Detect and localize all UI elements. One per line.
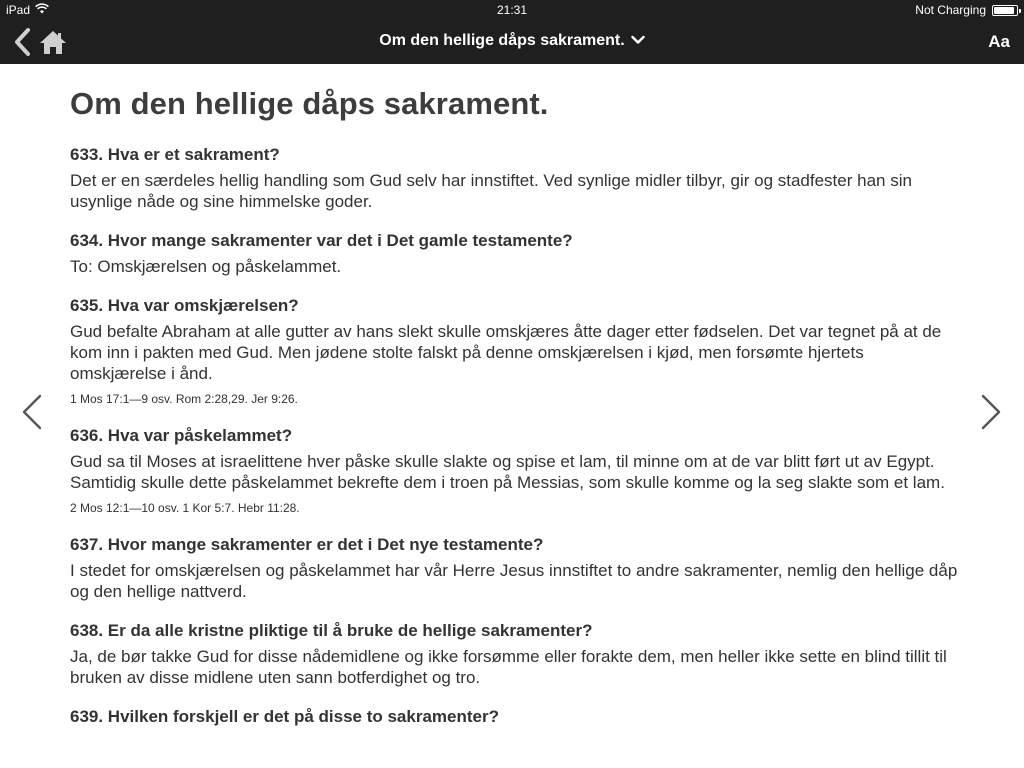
question: 634. Hvor mange sakramenter var det i Det gamle testamente? — [70, 231, 573, 250]
qa-item — [70, 144, 960, 212]
question: 637. Hvor mange sakramenter er det i Det nye testamente? — [70, 535, 544, 554]
nav-title-button[interactable] — [0, 32, 1024, 50]
status-left — [6, 3, 49, 17]
qa-item — [70, 230, 960, 277]
article-content — [70, 64, 960, 768]
wifi-icon — [35, 3, 49, 17]
battery-icon — [992, 5, 1018, 16]
question: 639. Hvilken forskjell er det på disse to sakramenter? — [70, 707, 499, 726]
qa-item — [70, 620, 960, 688]
question: 635. Hva var omskjærelsen? — [70, 296, 299, 315]
chevron-down-icon — [631, 32, 645, 50]
scripture-references: 1 Mos 17:1—9 osv. Rom 2:28,29. Jer 9:26. — [70, 392, 298, 406]
font-size-button[interactable]: Aa — [988, 32, 1010, 51]
answer: Ja, de bør takke Gud for disse nådemidlene og ikke forsømme eller forakte dem, men heller ikke sette en blind tillit til bruken av disse midlene uten sann botferdighet og tro. — [70, 647, 947, 687]
qa-item — [70, 425, 960, 516]
nav-title: Om den hellige dåps sakrament. — [379, 32, 625, 49]
status-right — [915, 3, 1018, 17]
status-time: 21:31 — [496, 3, 528, 17]
status-bar — [0, 0, 1024, 20]
answer: I stedet for omskjærelsen og påskelammet har vår Herre Jesus innstiftet to andre sakramenter, nemlig den hellige dåp og den hellige nattverd. — [70, 561, 958, 601]
scripture-references: 2 Mos 12:1—10 osv. 1 Kor 5:7. Hebr 11:28. — [70, 501, 300, 515]
answer: Gud befalte Abraham at alle gutter av hans slekt skulle omskjæres åtte dager etter fødselen. Det var tegnet på at de kom inn i pakten med Gud. Men jødene stolte falskt på denne omskjærelsen i kjød, men forsømte hjertets omskjærelse i ånd. — [70, 322, 942, 383]
qa-item — [70, 706, 960, 727]
qa-item — [70, 295, 960, 407]
chevron-left-icon[interactable] — [20, 394, 44, 430]
answer: Det er en særdeles hellig handling som Gud selv har innstiftet. Ved synlige midler tilbyr, gir og stadfester han sin usynlige nåde og sine himmelske goder. — [70, 171, 912, 211]
question: 633. Hva er et sakrament? — [70, 145, 280, 164]
page-title: Om den hellige dåps sakrament. — [70, 86, 549, 121]
qa-item — [70, 534, 960, 602]
answer: To: Omskjærelsen og påskelammet. — [70, 257, 342, 276]
battery-fill — [994, 7, 1014, 14]
answer: Gud sa til Moses at israelittene hver påske skulle slakte og spise et lam, til minne om at de var blitt ført ut av Egypt. Samtidig skulle dette påskelammet bekrefte dem i troen på Messias, som skulle komme og la seg slakte som et lam. — [70, 452, 945, 492]
nav-bar — [0, 20, 1024, 64]
question: 636. Hva var påskelammet? — [70, 426, 293, 445]
chevron-right-icon[interactable] — [979, 394, 1003, 430]
question: 638. Er da alle kristne pliktige til å bruke de hellige sakramenter? — [70, 621, 593, 640]
device-label: iPad — [6, 3, 31, 17]
charging-status: Not Charging — [915, 3, 986, 17]
